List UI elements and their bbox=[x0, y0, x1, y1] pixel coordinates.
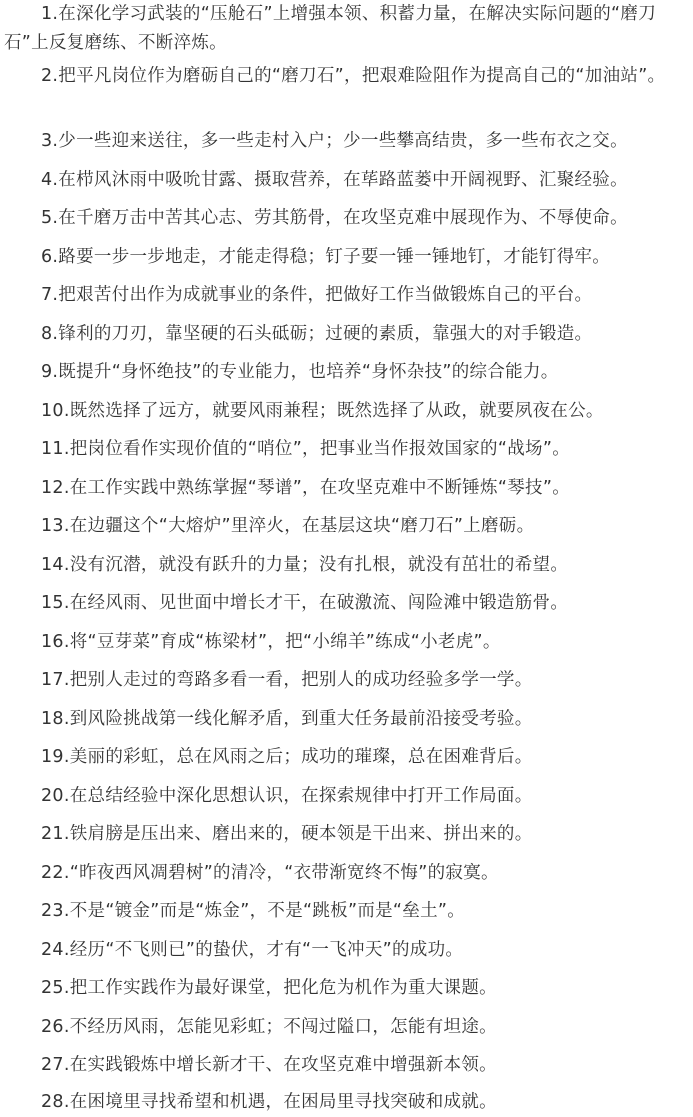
paragraph: 11.把岗位看作实现价值的“哨位”，把事业当作报效国家的“战场”。 bbox=[41, 439, 570, 459]
paragraph: 6.路要一步一步地走，才能走得稳；钉子要一锤一锤地钉，才能钉得牢。 bbox=[41, 247, 611, 267]
paragraph: 21.铁肩膀是压出来、磨出来的，硬本领是干出来、拼出来的。 bbox=[41, 824, 533, 844]
paragraph: 19.美丽的彩虹，总在风雨之后；成功的璀璨，总在困难背后。 bbox=[41, 747, 533, 767]
paragraph: 23.不是“镀金”而是“炼金”，不是“跳板”而是“垒土”。 bbox=[41, 901, 466, 921]
paragraph: 27.在实践锻炼中增长新才干、在攻坚克难中增强新本领。 bbox=[41, 1055, 497, 1075]
paragraph: 28.在困境里寻找希望和机遇，在困局里寻找突破和成就。 bbox=[41, 1092, 497, 1112]
paragraph: 5.在千磨万击中苦其心志、劳其筋骨，在攻坚克难中展现作为、不辱使命。 bbox=[41, 208, 628, 228]
paragraph: 20.在总结经验中深化思想认识，在探索规律中打开工作局面。 bbox=[41, 786, 533, 806]
paragraph: 24.经历“不飞则已”的蛰伏，才有“一飞冲天”的成功。 bbox=[41, 940, 464, 960]
paragraph: 3.少一些迎来送往，多一些走村入户；少一些攀高结贵，多一些布衣之交。 bbox=[41, 131, 628, 151]
paragraph: 15.在经风雨、见世面中增长才干，在破激流、闯险滩中锻造筋骨。 bbox=[41, 593, 569, 613]
paragraph: 12.在工作实践中熟练掌握“琴谱”，在攻坚克难中不断锤炼“琴技”。 bbox=[41, 478, 570, 498]
paragraph: 10.既然选择了远方，就要风雨兼程；既然选择了从政，就要夙夜在公。 bbox=[41, 401, 604, 421]
paragraph: 16.将“豆芽菜”育成“栋梁材”，把“小绵羊”练成“小老虎”。 bbox=[41, 632, 501, 652]
paragraph: 9.既提升“身怀绝技”的专业能力，也培养“身怀杂技”的综合能力。 bbox=[41, 362, 559, 382]
paragraph: 26.不经历风雨，怎能见彩虹；不闯过隘口，怎能有坦途。 bbox=[41, 1017, 497, 1037]
paragraph: 4.在栉风沐雨中吸吮甘露、摄取营养，在荜路蓝蒌中开阔视野、汇聚经验。 bbox=[41, 170, 628, 190]
paragraph: 22.“昨夜西风凋碧树”的清冷，“衣带渐宽终不悔”的寂寞。 bbox=[41, 863, 499, 883]
paragraph: 25.把工作实践作为最好课堂，把化危为机作为重大课题。 bbox=[41, 978, 497, 998]
paragraph: 13.在边疆这个“大熔炉”里淬火，在基层这块“磨刀石”上磨砺。 bbox=[41, 516, 535, 536]
paragraph: 14.没有沉潜，就没有跃升的力量；没有扎根，就没有茁壮的希望。 bbox=[41, 555, 569, 575]
paragraph: 8.锋利的刀刃，靠坚硬的石头砥砺；过硬的素质，靠强大的对手锻造。 bbox=[41, 324, 593, 344]
paragraph: 18.到风险挑战第一线化解矛盾，到重大任务最前沿接受考验。 bbox=[41, 709, 533, 729]
paragraph: 2.把平凡岗位作为磨砺自己的“磨刀石”，把艰难险阻作为提高自己的“加油站”。 bbox=[41, 66, 666, 86]
paragraph: 7.把艰苦付出作为成就事业的条件，把做好工作当做锻炼自己的平台。 bbox=[41, 285, 593, 305]
paragraph: 1.在深化学习武装的“压舱石”上增强本领、积蓄力量，在解决实际问题的“磨刀石”上反复磨练、不断淬炼。 bbox=[4, 4, 656, 53]
paragraph: 17.把别人走过的弯路多看一看，把别人的成功经验多学一学。 bbox=[41, 670, 533, 690]
